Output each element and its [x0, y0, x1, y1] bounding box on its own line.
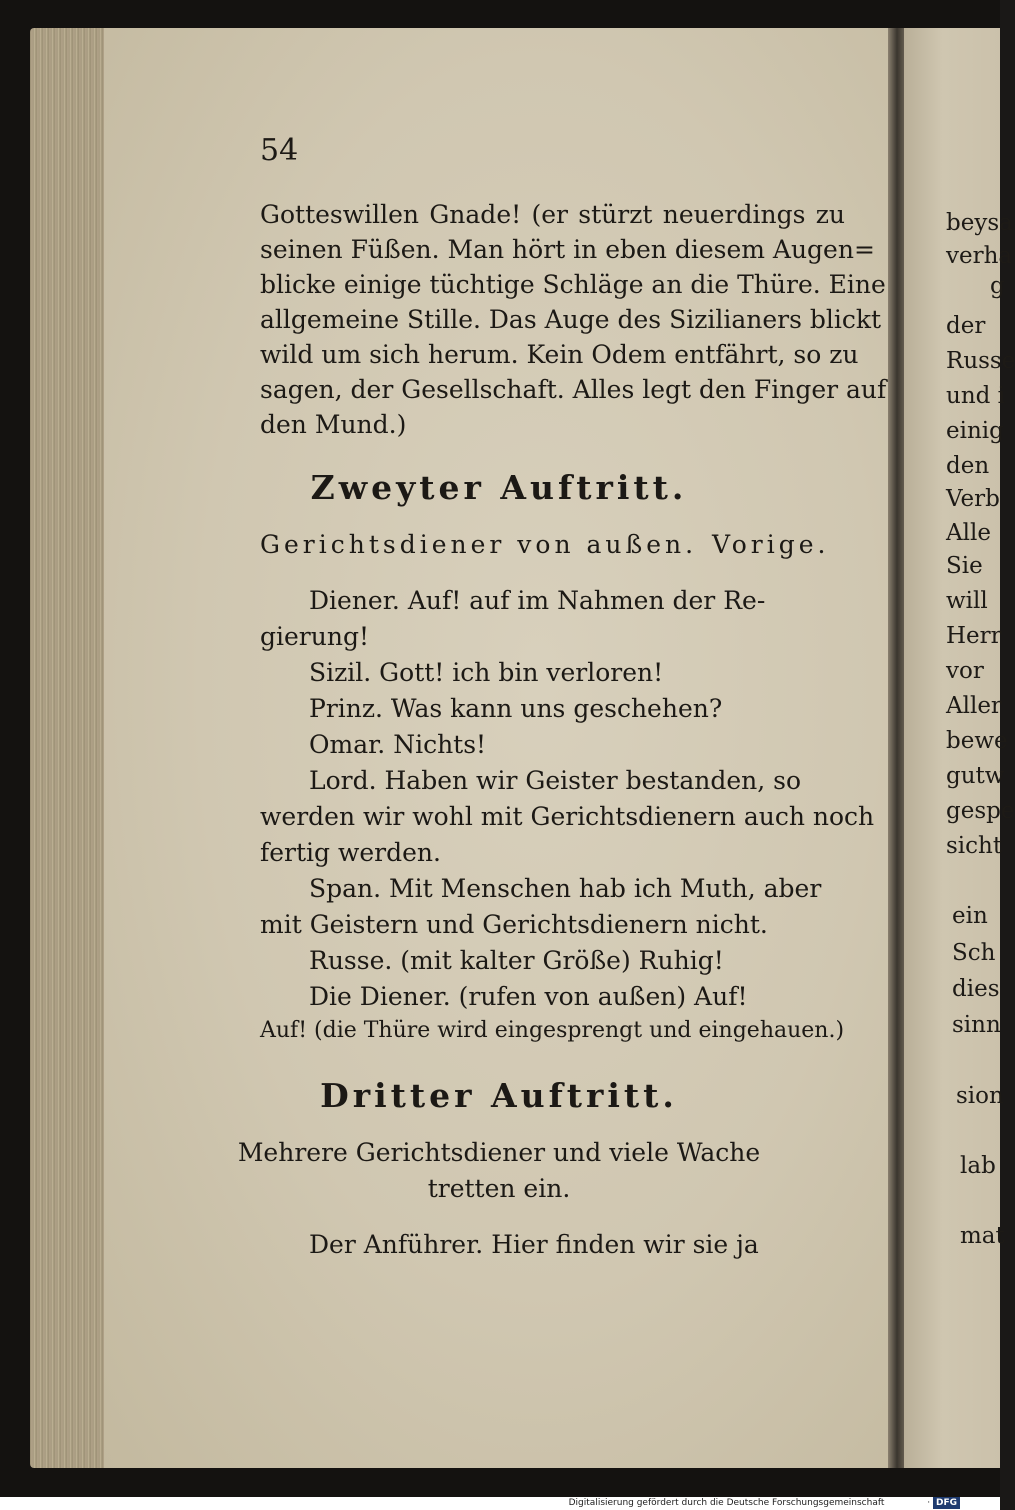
cast-line: Mehrere Gerichtsdiener und viele Wache — [237, 1138, 761, 1167]
facing-line: Aller — [946, 693, 1002, 719]
text-line: sagen, der Gesellschaft. Alles legt den Finger auf — [260, 375, 887, 404]
facing-line: Alle — [946, 520, 991, 546]
facing-line: lab — [960, 1153, 996, 1179]
facing-line: will — [946, 588, 988, 614]
facing-line: dies — [952, 976, 1000, 1002]
text-line: blicke einige tüchtige Schläge an die Thüre. Eine — [260, 270, 886, 299]
dialogue-line: mit Geistern und Gerichtsdienern nicht. — [260, 910, 768, 939]
dialogue-line: gierung! — [260, 622, 369, 651]
cast-line-right: Vorige. — [712, 530, 830, 559]
dialogue-line: Omar. Nichts! — [309, 730, 487, 759]
facing-line: Verb — [946, 486, 1000, 512]
facing-line: Russe — [946, 348, 1015, 374]
text-line: seinen Füßen. Man hört in eben diesem Augen= — [260, 235, 875, 264]
dialogue-line: Sizil. Gott! ich bin verloren! — [309, 658, 664, 687]
page-number: 54 — [260, 133, 299, 168]
dialogue-line: Diener. Auf! auf im Nahmen der Re- — [309, 586, 766, 615]
scene-heading-3: Dritter Auftritt. — [320, 1076, 678, 1115]
facing-line: vor — [946, 658, 984, 684]
facing-line: den — [946, 453, 990, 479]
text-line: wild um sich herum. Kein Odem entfährt, so zu — [260, 340, 859, 369]
digitization-footer: Digitalisierung gefördert durch die Deutsche Forschungsgemeinschaft · DFG — [0, 1497, 1000, 1510]
left-page — [104, 28, 894, 1468]
facing-line: sion — [956, 1083, 1004, 1109]
facing-line: der — [946, 313, 986, 339]
facing-line: einig — [946, 418, 1004, 444]
footer-text: Digitalisierung gefördert durch die Deutsche Forschungsgemeinschaft — [568, 1498, 885, 1508]
text-line: den Mund.) — [260, 410, 407, 439]
scene-heading-2: Zweyter Auftritt. — [310, 468, 688, 507]
cast-line-left: Gerichtsdiener von außen. — [260, 530, 698, 559]
facing-line: mat — [960, 1223, 1005, 1249]
facing-line: ein — [952, 903, 988, 929]
facing-line: Sie — [946, 553, 983, 579]
facing-line: und i — [946, 383, 1006, 409]
facing-line: verha — [946, 243, 1013, 269]
facing-line: Herr — [946, 623, 1002, 649]
facing-line: gespe — [946, 798, 1015, 824]
dfg-logo: DFG — [933, 1497, 960, 1509]
dialogue-line: werden wir wohl mit Gerichtsdienern auch noch — [260, 802, 875, 831]
facing-page — [904, 28, 1015, 1468]
dialogue-line: Auf! (die Thüre wird eingesprengt und eingehauen.) — [260, 1018, 845, 1043]
text-line: allgemeine Stille. Das Auge des Sizilianers blickt — [260, 305, 882, 334]
dialogue-line: Russe. (mit kalter Größe) Ruhig! — [309, 946, 724, 975]
dialogue-line: Lord. Haben wir Geister bestanden, so — [309, 766, 802, 795]
facing-line: bewe — [946, 728, 1008, 754]
cast-line: tretten ein. — [427, 1174, 571, 1203]
page-block-edge — [30, 28, 108, 1468]
dialogue-line: fertig werden. — [260, 838, 441, 867]
text-line: Der Anführer. Hier finden wir sie ja — [309, 1230, 759, 1259]
facing-line: sicht — [946, 833, 1003, 859]
facing-line: beysa — [946, 210, 1013, 236]
facing-line: gutw — [946, 763, 1005, 789]
dialogue-line: Prinz. Was kann uns geschehen? — [309, 694, 723, 723]
text-line: Gotteswillen Gnade! (er stürzt neuerdings zu — [260, 200, 845, 229]
facing-line: g — [990, 273, 1005, 299]
dialogue-line: Die Diener. (rufen von außen) Auf! — [309, 982, 748, 1011]
facing-line: sinn — [952, 1012, 1001, 1038]
dialogue-line: Span. Mit Menschen hab ich Muth, aber — [309, 874, 822, 903]
facing-line: Sch — [952, 940, 996, 966]
